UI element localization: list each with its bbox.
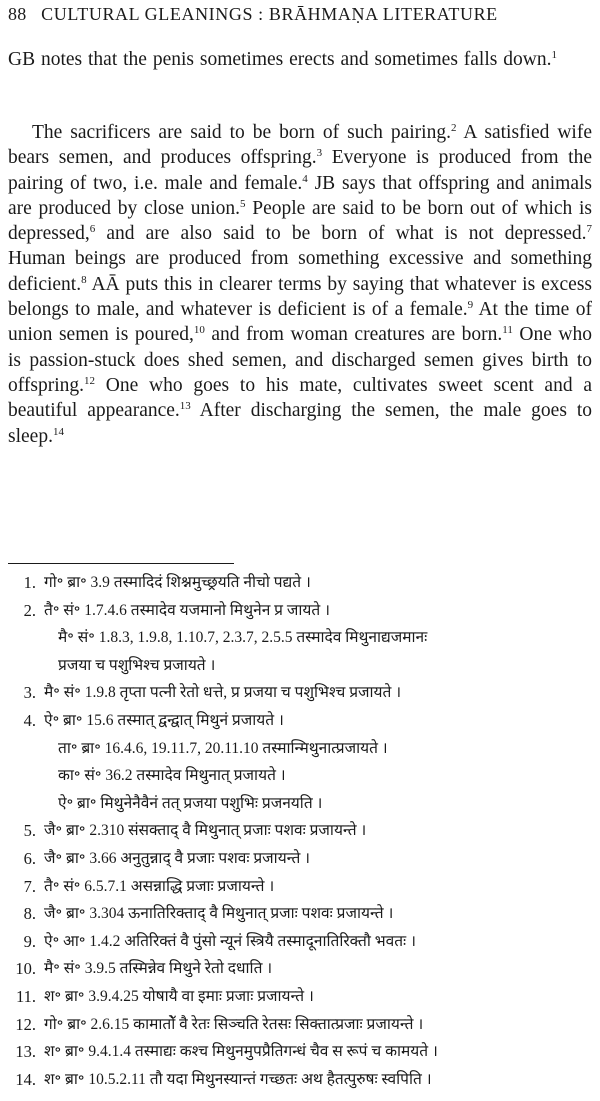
footnote-continuation: ऐ॰ ब्रा॰ मिथुनेनैवैनं तत् प्रजया पशुभिः प्रजनयति ।: [58, 794, 323, 812]
body-text: and are also said to be born of what is not depressed.: [95, 223, 587, 245]
footnote-ref: 2: [450, 122, 457, 134]
footnote-number: 10.: [15, 959, 36, 979]
footnote-number: 8.: [23, 904, 36, 924]
footnote-item: [0, 1011, 600, 1039]
footnote-text: जै॰ ब्रा॰ 3.66 अनुतुन्नाद् वै प्रजाः पशवः प्रजायन्ते ।: [44, 849, 311, 867]
paragraph-1: [8, 47, 592, 72]
footnote-item: [0, 1038, 600, 1066]
footnote-item: [0, 679, 600, 707]
footnote-item: [0, 1066, 600, 1094]
body-text: AĀ puts this in clearer terms by saying that whatever is excess belongs to male, and whatever is deficient is of a female.: [8, 273, 592, 321]
footnote-item: [0, 569, 600, 597]
footnote-item: [0, 983, 600, 1011]
footnote-item: [0, 707, 600, 735]
footnote-number: 4.: [23, 710, 36, 730]
footnote-divider: [8, 563, 234, 564]
footnote-item: [0, 955, 600, 983]
footnote-number: 7.: [23, 876, 36, 896]
footnote-ref: 3: [316, 147, 323, 160]
body-text: GB notes that the penis sometimes erects and sometimes falls down.: [8, 49, 552, 70]
footnote-ref: 6: [89, 223, 96, 236]
page-number: 88: [8, 4, 27, 24]
footnote-item: [0, 817, 600, 845]
footnote-ref: 8: [81, 273, 87, 286]
body-text: One who goes to his mate, cultivates sweet scent and a beautiful appearance.: [8, 374, 592, 422]
body-text: People are said to be born out of which is depressed,: [8, 197, 592, 245]
footnote-number: 5.: [23, 821, 36, 841]
footnote-ref: 4: [302, 172, 308, 185]
footnotes-list: [0, 569, 600, 1093]
body-text: Everyone is produced from the pairing of two, i.e. male and female.: [8, 147, 592, 194]
body-text: and from woman creatures are born.: [204, 324, 503, 346]
footnote-ref: 9: [467, 299, 474, 312]
footnote-text: श॰ ब्रा॰ 9.4.1.4 तस्माद्यः कश्च मिथुनमुपप्रैतिगन्धं चैव स रूपं च कामयते ।: [44, 1043, 438, 1061]
footnote-item: [0, 597, 600, 625]
running-header: [8, 4, 596, 25]
footnote-text: जै॰ ब्रा॰ 2.310 संसक्ताद् वै मिथुनात् प्रजाः पशवः प्रजायन्ते ।: [44, 822, 367, 840]
body-text: At the time of union semen is poured,: [8, 299, 592, 346]
footnote-ref: 1: [551, 49, 557, 61]
footnote-continuation: मै॰ सं॰ 1.8.3, 1.9.8, 1.10.7, 2.3.7, 2.5.5 तस्मादेव मिथुनाद्यजमानः: [58, 629, 428, 647]
footnote-text: तै॰ सं॰ 1.7.4.6 तस्मादेव यजमानो मिथुनेन प्र जायते ।: [44, 601, 330, 619]
footnote-ref: 14: [52, 425, 64, 438]
footnote-number: 11.: [15, 986, 36, 1006]
footnote-text: मै॰ सं॰ 1.9.8 तृप्ता पत्नी रेतो धत्ते, प्र प्रजया च पशुभिश्च प्रजायते ।: [44, 684, 402, 702]
footnote-text: जै॰ ब्रा॰ 3.304 ऊनातिरिक्ताद् वै मिथुनात् प्रजाः पशवः प्रजायन्ते ।: [44, 905, 394, 923]
footnote-number: 3.: [23, 683, 36, 703]
footnote-text: गो॰ ब्रा॰ 3.9 तस्मादिदं शिश्नमुच्छ्रयति नीचो पद्यते ।: [44, 574, 311, 591]
footnote-number: 6.: [23, 848, 36, 868]
footnote-text: मै॰ सं॰ 3.9.5 तस्मिन्नेव मिथुने रेतो दधाति ।: [44, 960, 273, 978]
footnote-ref: 5: [240, 197, 246, 210]
footnote-ref: 10: [193, 324, 205, 337]
footnote-continuation: ता॰ ब्रा॰ 16.4.6, 19.11.7, 20.11.10 तस्मान्मिथुनात्प्रजायते ।: [58, 739, 388, 757]
footnote-number: 12.: [15, 1014, 36, 1034]
footnote-number: 1.: [23, 573, 36, 592]
footnote-text: ऐ॰ आ॰ 1.4.2 अतिरिक्तं वै पुंसो न्यूनं स्त्रियै तस्मादूनातिरिक्तौ भवतः ।: [44, 932, 416, 950]
footnote-text: गो॰ ब्रा॰ 2.6.15 कामातोॅ वै रेतः सिञ्चति रेतसः सिक्तात्प्रजाः प्रजायन्ते ।: [44, 1015, 424, 1033]
body-text: A satisfied wife bears semen, and produces offspring.: [8, 122, 592, 169]
footnote-ref: 7: [586, 223, 592, 236]
paragraph-2: [8, 120, 592, 449]
footnote-text: श॰ ब्रा॰ 10.5.2.11 तौ यदा मिथुनस्यान्तं गच्छतः अथ हैतत्पुरुषः स्वपिति ।: [44, 1070, 432, 1088]
footnote-ref: 12: [84, 374, 96, 387]
footnote-item: [0, 873, 600, 901]
body-text: One who is passion-stuck does shed semen, and discharged semen gives birth to offspring.: [8, 324, 592, 396]
footnote-item: [0, 900, 600, 928]
footnote-number: 14.: [15, 1069, 36, 1089]
body-text: The sacrificers are said to be born of such pairing.: [32, 122, 451, 143]
footnote-ref: 13: [179, 400, 191, 413]
footnote-number: 13.: [15, 1042, 36, 1062]
footnote-number: 2.: [23, 600, 36, 620]
footnote-item: [0, 845, 600, 873]
footnote-number: 9.: [23, 931, 36, 951]
footnote-item: [0, 928, 600, 956]
footnote-continuation: का॰ सं॰ 36.2 तस्मादेव मिथुनात् प्रजायते ।: [58, 767, 286, 785]
footnote-text: श॰ ब्रा॰ 3.9.4.25 योषायै वा इमाः प्रजाः प्रजायन्ते ।: [44, 987, 314, 1005]
footnote-text: तै॰ सं॰ 6.5.7.1 असन्नाद्धि प्रजाः प्रजायन्ते ।: [44, 877, 275, 895]
running-title: CULTURAL GLEANINGS : BRĀHMAṆA LITERATURE: [41, 4, 498, 24]
body-text: After discharging the semen, the male goes to sleep.: [8, 400, 592, 447]
footnote-text: ऐ॰ ब्रा॰ 15.6 तस्मात् द्वन्द्वात् मिथुनं प्रजायते ।: [44, 711, 284, 729]
body-text: Human beings are produced from something excessive and something deficient.: [8, 248, 592, 295]
footnote-continuation: प्रजया च पशुभिश्च प्रजायते ।: [58, 656, 216, 674]
body-text: JB says that offspring and animals are produced by close union.: [8, 172, 592, 219]
footnote-ref: 11: [502, 324, 513, 337]
